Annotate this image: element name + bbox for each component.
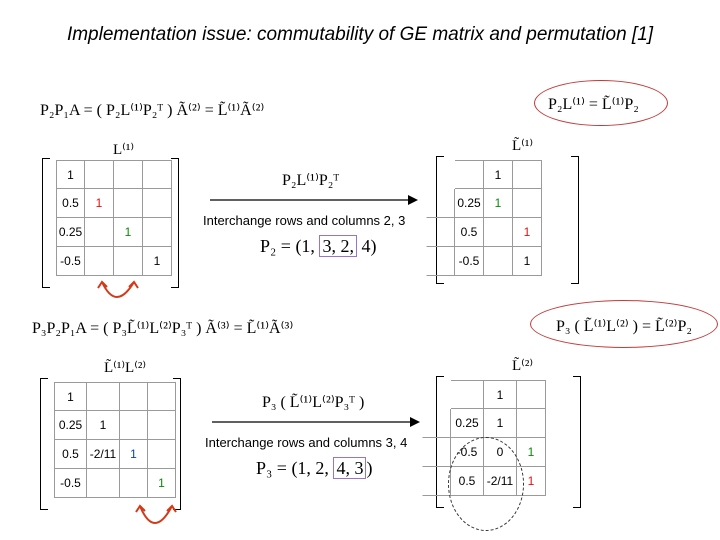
- perm-part: (1, 2,: [291, 458, 329, 478]
- cell: [120, 411, 148, 440]
- cell: 0.5: [455, 218, 484, 247]
- cell: [143, 218, 172, 247]
- cell: 0.25: [54, 411, 87, 440]
- bottom-label-left: L̃⁽¹⁾L⁽²⁾: [104, 360, 147, 376]
- cell: [114, 247, 143, 276]
- cell: [143, 189, 172, 218]
- bottom-arrow-expression: P₃ ( L̃⁽¹⁾L⁽²⁾P₃ᵀ ): [262, 394, 365, 411]
- cell: 1: [148, 469, 176, 498]
- cell: [148, 440, 176, 469]
- cell: 1: [517, 467, 546, 496]
- cell: 1: [484, 409, 517, 438]
- cell: 1: [484, 160, 513, 189]
- cell: [517, 409, 546, 438]
- cell: [484, 247, 513, 276]
- top-left-bracket-l: [42, 158, 50, 288]
- bottom-right-arrow: [212, 416, 422, 428]
- cell: 1: [513, 247, 542, 276]
- top-equation-right-ellipse: [534, 80, 668, 126]
- cell: [513, 189, 542, 218]
- cell: [114, 189, 143, 218]
- cell: -0.5: [56, 247, 85, 276]
- perm-part: ): [366, 458, 373, 478]
- top-interchange-label: Interchange rows and columns 2, 3: [203, 213, 406, 228]
- cell: 0.25: [451, 409, 484, 438]
- top-arrow-expression: P₂L⁽¹⁾P₂ᵀ: [282, 172, 340, 189]
- cell: [455, 160, 484, 189]
- cell: 0.5: [54, 440, 87, 469]
- top-swap-arrow: [96, 278, 140, 304]
- bottom-interchange-label: Interchange rows and columns 3, 4: [205, 435, 408, 450]
- bottom-permutation: [256, 458, 372, 479]
- top-left-bracket-r: [171, 158, 179, 288]
- top-equation-right: P₂L⁽¹⁾ = L̃⁽¹⁾P₂: [548, 96, 639, 113]
- top-right-matrix: [426, 160, 542, 276]
- cell: 0.5: [56, 189, 85, 218]
- perm-swapped-part: 3, 2,: [319, 235, 357, 257]
- cell: -0.5: [451, 438, 484, 467]
- cell: [517, 380, 546, 409]
- perm-part: (1,: [295, 236, 315, 256]
- top-equation-left: P₂P₁A = ( P₂L⁽¹⁾P₂ᵀ ) Ã⁽²⁾ = L̃⁽¹⁾Ã⁽²⁾: [40, 102, 265, 119]
- perm-part: 4): [361, 236, 377, 256]
- cell: [426, 189, 455, 218]
- bottom-equation-right-ellipse: [530, 300, 718, 348]
- cell: [87, 382, 120, 411]
- bottom-right-dashed-ellipse: [448, 437, 524, 531]
- cell: [120, 382, 148, 411]
- perm-lhs: P₃ =: [256, 458, 292, 478]
- cell: 1: [484, 189, 513, 218]
- cell: 1: [85, 189, 114, 218]
- cell: [85, 247, 114, 276]
- top-label-L: L⁽¹⁾: [113, 142, 135, 158]
- perm-lhs: P₂ =: [260, 236, 296, 256]
- cell: [87, 469, 120, 498]
- bottom-right-bracket-r: [573, 376, 581, 508]
- top-right-arrow: [210, 194, 420, 206]
- cell: 1: [87, 411, 120, 440]
- cell: [451, 380, 484, 409]
- cell: [422, 409, 451, 438]
- cell: [120, 469, 148, 498]
- cell: 0.5: [451, 467, 484, 496]
- cell: [426, 218, 455, 247]
- cell: 1: [143, 247, 172, 276]
- cell: [148, 382, 176, 411]
- cell: [143, 160, 172, 189]
- cell: -0.5: [455, 247, 484, 276]
- cell: 1: [517, 438, 546, 467]
- top-right-bracket-r: [571, 156, 579, 284]
- cell: [426, 160, 455, 189]
- cell: 1: [114, 218, 143, 247]
- cell: -2/11: [87, 440, 120, 469]
- cell: [426, 247, 455, 276]
- top-label-Ltilde: L̃⁽¹⁾: [512, 138, 534, 154]
- cell: [85, 218, 114, 247]
- cell: [484, 218, 513, 247]
- cell: [422, 380, 451, 409]
- top-permutation: [260, 236, 376, 257]
- cell: 1: [484, 380, 517, 409]
- cell: [114, 160, 143, 189]
- cell: 1: [54, 382, 87, 411]
- cell: 0.25: [56, 218, 85, 247]
- cell: 1: [513, 218, 542, 247]
- cell: 0: [484, 438, 517, 467]
- cell: [148, 411, 176, 440]
- bottom-left-matrix: [54, 382, 176, 498]
- cell: [422, 438, 451, 467]
- cell: [85, 160, 114, 189]
- cell: 0.25: [455, 189, 484, 218]
- bottom-equation-left: P₃P₂P₁A = ( P₃L̃⁽¹⁾L⁽²⁾P₃ᵀ ) Ã⁽³⁾ = L̃⁽¹⁾Ã⁽³⁾: [32, 320, 294, 337]
- cell: 1: [56, 160, 85, 189]
- top-left-matrix: [56, 160, 172, 276]
- slide-title: Implementation issue: commutability of GE matrix and permutation [1]: [66, 24, 654, 45]
- bottom-swap-arrow: [134, 502, 178, 532]
- bottom-equation-right: P₃ ( L̃⁽¹⁾L⁽²⁾ ) = L̃⁽²⁾P₂: [556, 318, 692, 335]
- perm-swapped-part: 4, 3: [333, 457, 366, 479]
- cell: [422, 467, 451, 496]
- bottom-left-bracket-l: [40, 378, 48, 510]
- cell: [513, 160, 542, 189]
- cell: -2/11: [484, 467, 517, 496]
- bottom-label-right: L̃⁽²⁾: [512, 358, 534, 374]
- cell: 1: [120, 440, 148, 469]
- cell: -0.5: [54, 469, 87, 498]
